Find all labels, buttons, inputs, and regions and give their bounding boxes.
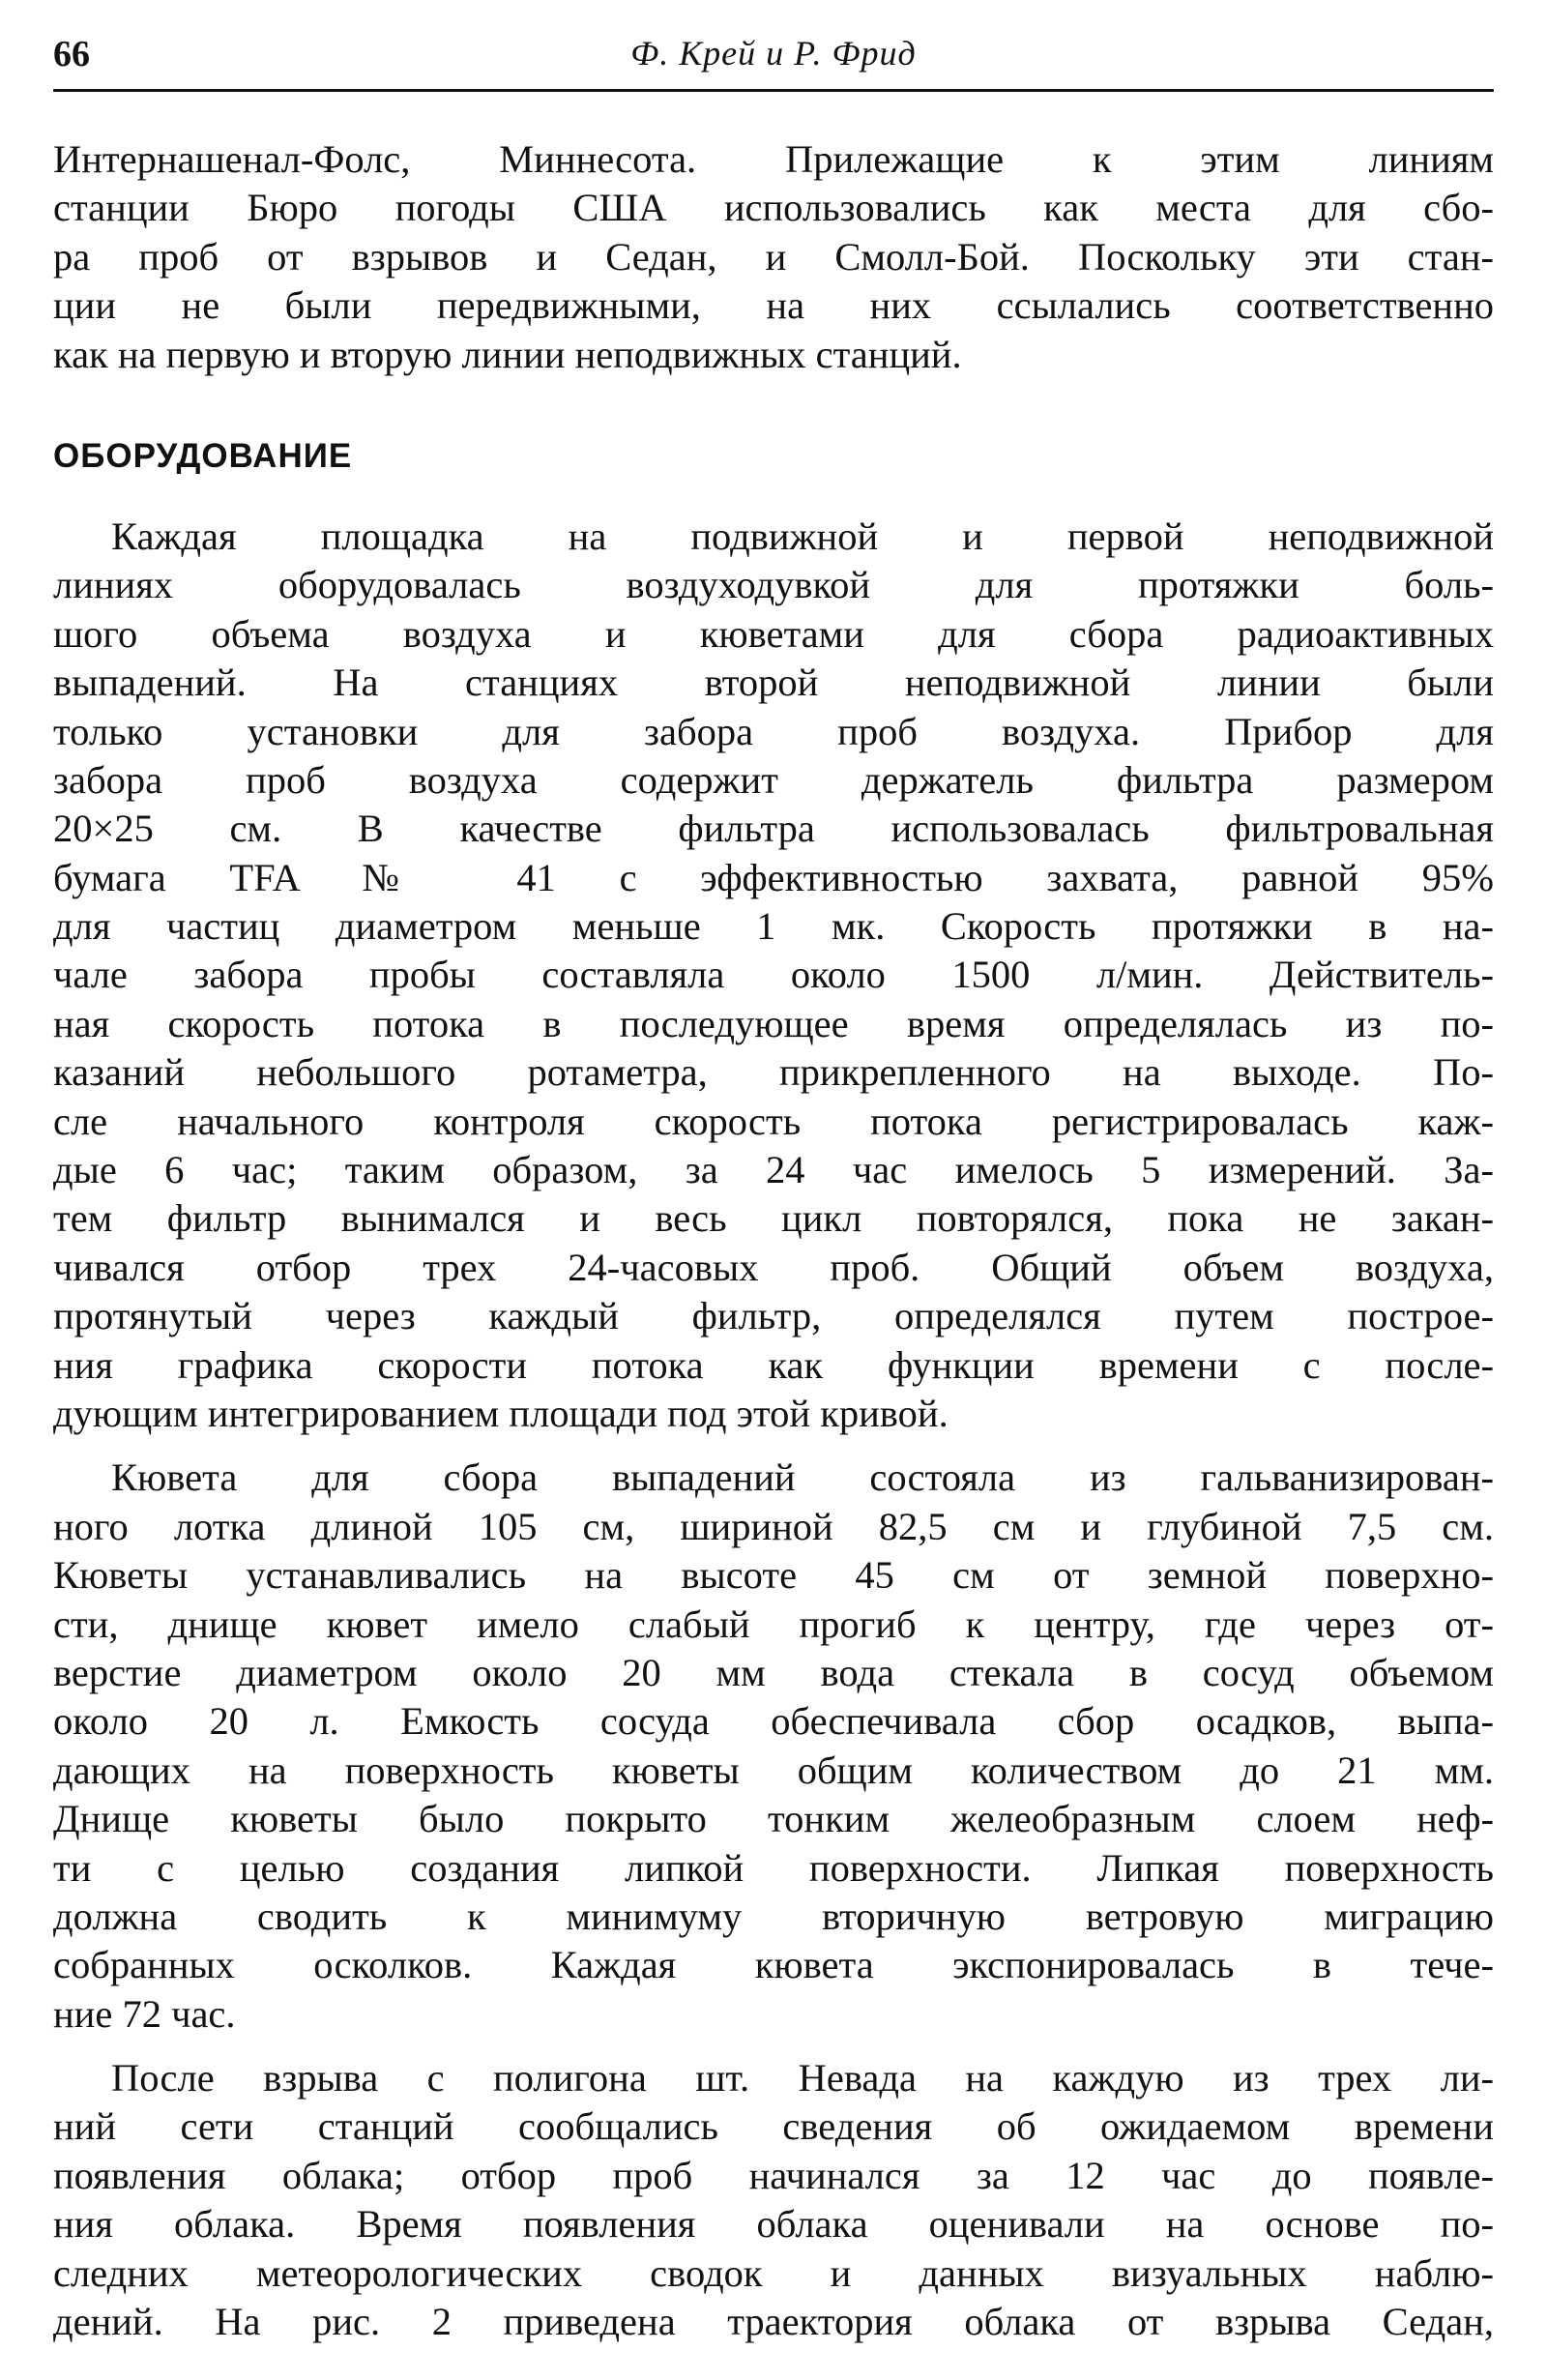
text-line: сти, днище кювет имело слабый прогиб к центру, где через от- xyxy=(53,1601,1494,1646)
text-line: После взрыва с полигона шт. Невада на каждую из трех ли- xyxy=(111,2056,1494,2101)
paragraph-spacer xyxy=(53,1438,1494,1454)
text-line: собранных осколков. Каждая кювета экспонировалась в тече- xyxy=(53,1943,1494,1987)
paragraph-sampling xyxy=(53,2054,1494,2346)
text-line: тем фильтр вынимался и весь цикл повторялся, пока не закан- xyxy=(53,1196,1494,1241)
section-heading: ОБОРУДОВАНИЕ xyxy=(53,436,353,475)
text-line: следних метеорологических сводок и данных визуальных наблю- xyxy=(53,2250,1494,2295)
text-line: Днище кюветы было покрыто тонким желеобразным слоем неф- xyxy=(53,1797,1494,1841)
text-line: Интернашенал-Фолс, Миннесота. Прилежащие к этим линиям xyxy=(53,137,1494,181)
text-line: только установки для забора проб воздуха. Прибор для xyxy=(53,709,1494,753)
paragraph-cuvette xyxy=(53,1454,1494,2039)
text-line: ного лотка длиной 105 см, шириной 82,5 см и глубиной 7,5 см. xyxy=(53,1504,1494,1548)
paragraph-equipment xyxy=(53,513,1494,1438)
text-line: казаний небольшого ротаметра, прикрепленного на выходе. По- xyxy=(53,1050,1494,1095)
text-line: около 20 л. Емкость сосуда обеспечивала сбор осадков, выпа- xyxy=(53,1699,1494,1744)
text-line: появления облака; отбор проб начинался за 12 час до появле- xyxy=(53,2153,1494,2197)
text-line: ра проб от взрывов и Седан, и Смолл-Бой. Поскольку эти стан- xyxy=(53,234,1494,279)
text-line: Каждая площадка на подвижной и первой неподвижной xyxy=(111,514,1494,558)
text-line: линиях оборудовалась воздуходувкой для протяжки боль- xyxy=(53,563,1494,607)
text-line: бумага TFA № 41 с эффективностью захвата, равной 95% xyxy=(53,855,1494,899)
text-line: ний сети станций сообщались сведения об ожидаемом времени xyxy=(53,2104,1494,2149)
text-line: станции Бюро погоды США использовались как места для сбо- xyxy=(53,186,1494,230)
text-line: верстие диаметром около 20 мм вода стекала в сосуд объемом xyxy=(53,1650,1494,1694)
text-line: для частиц диаметром меньше 1 мк. Скорость протяжки в на- xyxy=(53,904,1494,949)
text-line: Кювета для сбора выпадений состояла из гальванизирован- xyxy=(111,1455,1494,1500)
body-text xyxy=(53,135,1494,2346)
text-line: ти с целью создания липкой поверхности. Липкая поверхность xyxy=(53,1845,1494,1890)
text-line: выпадений. На станциях второй неподвижной линии были xyxy=(53,661,1494,705)
text-line: ние 72 час. xyxy=(53,1991,236,2036)
text-line: забора проб воздуха содержит держатель фильтра размером xyxy=(53,757,1494,802)
text-line: шого объема воздуха и кюветами для сбора радиоактивных xyxy=(53,611,1494,656)
text-line: чивался отбор трех 24-часовых проб. Общий объем воздуха, xyxy=(53,1245,1494,1289)
text-line: дующим интегрированием площади под этой кривой. xyxy=(53,1391,949,1435)
header-rule xyxy=(53,89,1494,92)
text-line: как на первую и вторую линии неподвижных станций. xyxy=(53,332,962,376)
text-line: сле начального контроля скорость потока регистрировалась каж- xyxy=(53,1099,1494,1143)
text-line: должна сводить к минимуму вторичную ветровую миграцию xyxy=(53,1894,1494,1938)
text-line: ния графика скорости потока как функции времени с после- xyxy=(53,1342,1494,1387)
paragraph-spacer xyxy=(53,2039,1494,2054)
text-line: дений. На рис. 2 приведена траектория облака от взрыва Седан, xyxy=(53,2300,1494,2344)
text-line: дые 6 час; таким образом, за 24 час имелось 5 измерений. За- xyxy=(53,1148,1494,1192)
text-line: ния облака. Время появления облака оценивали на основе по- xyxy=(53,2202,1494,2247)
text-line: 20×25 см. В качестве фильтра использовалась фильтровальная xyxy=(53,807,1494,851)
intro-paragraph xyxy=(53,135,1494,379)
running-header xyxy=(53,27,1494,85)
text-line: чале забора пробы составляла около 1500 л/мин. Действитель- xyxy=(53,953,1494,997)
text-line: протянутый через каждый фильтр, определялся путем построе- xyxy=(53,1294,1494,1338)
text-line: дающих на поверхность кюветы общим количеством до 21 мм. xyxy=(53,1748,1494,1792)
text-line: ная скорость потока в последующее время определялась из по- xyxy=(53,1001,1494,1045)
text-line: ции не были передвижными, на них ссылались соответственно xyxy=(53,283,1494,328)
page-number: 66 xyxy=(53,34,90,74)
running-title: Ф. Крей и Р. Фрид xyxy=(630,34,917,73)
text-line: Кюветы устанавливались на высоте 45 см от земной поверхно- xyxy=(53,1553,1494,1598)
